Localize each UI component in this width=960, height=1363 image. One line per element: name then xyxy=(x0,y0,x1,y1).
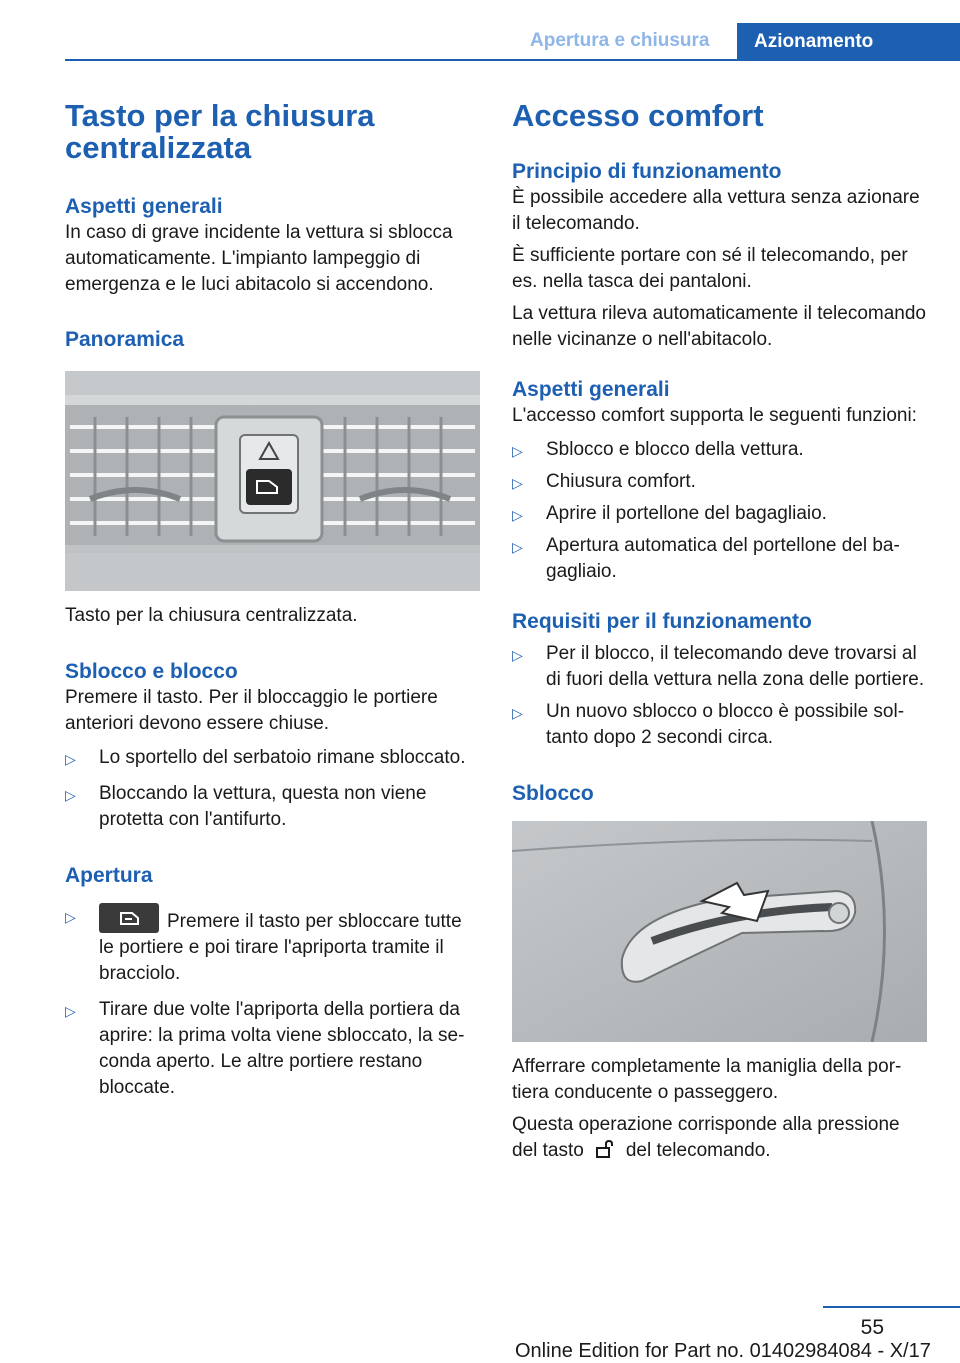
header-section-tab xyxy=(737,23,960,61)
principle-text-1: È possibile accedere alla vettura senza azionare il telecomando. xyxy=(512,187,920,234)
list-item xyxy=(65,903,480,987)
footer-edition: Online Edition for Part no. 01402984084 - X/17 xyxy=(515,1340,931,1362)
unlock-text-2 xyxy=(512,1112,930,1164)
unlock-key-icon xyxy=(594,1139,616,1159)
footer-rule xyxy=(823,1306,960,1308)
page-number: 55 xyxy=(860,1316,884,1339)
triangle-bullet-icon: ▷ xyxy=(512,507,523,523)
comfort-functions-list xyxy=(512,437,930,585)
opening-heading: Apertura xyxy=(65,864,153,887)
unlock-text-2-after: del telecomando. xyxy=(625,1140,771,1161)
triangle-bullet-icon: ▷ xyxy=(512,443,523,459)
triangle-bullet-icon: ▷ xyxy=(512,705,523,721)
list-item xyxy=(512,501,930,527)
general-text: In caso di grave incidente la vettura si sblocca automaticamente. L'impianto lampeggio di emergenza e le luci abitacolo si accendono. xyxy=(65,222,453,295)
list-item-text: Premere il tasto per sbloccare tutte le portiere e poi tirare l'apriporta tramite il bracciolo. xyxy=(99,911,462,984)
header-rule xyxy=(65,59,960,61)
triangle-bullet-icon: ▷ xyxy=(65,1003,76,1019)
list-item xyxy=(65,781,480,833)
left-column xyxy=(65,100,480,1101)
right-column xyxy=(512,100,930,1164)
list-item-text: Bloccando la vettura, questa non viene protetta con l'antifurto. xyxy=(99,783,427,830)
list-item xyxy=(512,469,930,495)
header-chapter: Apertura e chiusura xyxy=(530,30,710,51)
list-item-text: Sblocco e blocco della vettura. xyxy=(546,439,804,460)
comfort-general-text: L'accesso comfort supporta le seguenti funzioni: xyxy=(512,405,917,426)
unlock-lock-heading: Sblocco e blocco xyxy=(65,660,238,683)
central-locking-title: Tasto per la chiusura centralizzata xyxy=(65,98,375,165)
door-unlock-button-icon xyxy=(99,903,159,933)
door-handle-image xyxy=(512,821,927,1042)
triangle-bullet-icon: ▷ xyxy=(65,787,76,803)
unlock-text-2-before: Questa operazione corrisponde alla pressione del tasto xyxy=(512,1114,900,1161)
overview-heading: Panoramica xyxy=(65,328,185,351)
header-section-label: Azionamento xyxy=(754,31,874,52)
comfort-general-heading: Aspetti generali xyxy=(512,378,670,401)
requirements-heading: Requisiti per il funzionamento xyxy=(512,610,812,633)
unlock-text-1: Afferrare completamente la maniglia della portiera conducente o passeggero. xyxy=(512,1056,902,1103)
list-item-text: Lo sportello del serbatoio rimane sbloccato. xyxy=(99,747,466,768)
requirements-list xyxy=(512,641,930,751)
list-item xyxy=(512,699,930,751)
principle-text-2: È sufficiente portare con sé il telecomando, per es. nella tasca dei pantaloni. xyxy=(512,245,908,292)
list-item xyxy=(512,533,930,585)
triangle-bullet-icon: ▷ xyxy=(65,909,76,925)
comfort-access-title: Accesso comfort xyxy=(512,98,764,133)
principle-text-3: La vettura rileva automaticamente il telecomando nelle vicinanze o nell'abitacolo. xyxy=(512,303,927,350)
list-item-text: Un nuovo sblocco o blocco è possibile soltanto dopo 2 secondi circa. xyxy=(546,701,905,748)
list-item xyxy=(512,437,930,463)
triangle-bullet-icon: ▷ xyxy=(512,539,523,555)
triangle-bullet-icon: ▷ xyxy=(65,751,76,767)
unlock-lock-text: Premere il tasto. Per il bloccaggio le portiere anteriori devono essere chiuse. xyxy=(65,687,438,734)
unlock-heading: Sblocco xyxy=(512,782,594,805)
triangle-bullet-icon: ▷ xyxy=(512,475,523,491)
list-item xyxy=(512,641,930,693)
general-heading: Aspetti generali xyxy=(65,195,223,218)
triangle-bullet-icon: ▷ xyxy=(512,647,523,663)
list-item-text: Tirare due volte l'apriporta della portiera da aprire: la prima volta viene sbloccato, la seconda aperto. Le altre portiere restano bloccate. xyxy=(99,999,465,1098)
list-item xyxy=(65,745,480,771)
central-locking-button-image xyxy=(65,371,480,591)
list-item-text: Chiusura comfort. xyxy=(546,471,696,492)
principle-heading: Principio di funzionamento xyxy=(512,160,782,183)
unlock-lock-list xyxy=(65,745,480,833)
overview-caption: Tasto per la chiusura centralizzata. xyxy=(65,605,358,626)
opening-list xyxy=(65,903,480,1101)
list-item-text: Aprire il portellone del bagagliaio. xyxy=(546,503,827,524)
list-item-text: Apertura automatica del portellone del bagagliaio. xyxy=(546,535,900,582)
list-item xyxy=(65,997,480,1101)
list-item-text: Per il blocco, il telecomando deve trovarsi al di fuori della vettura nella zona delle portiere. xyxy=(546,643,925,690)
